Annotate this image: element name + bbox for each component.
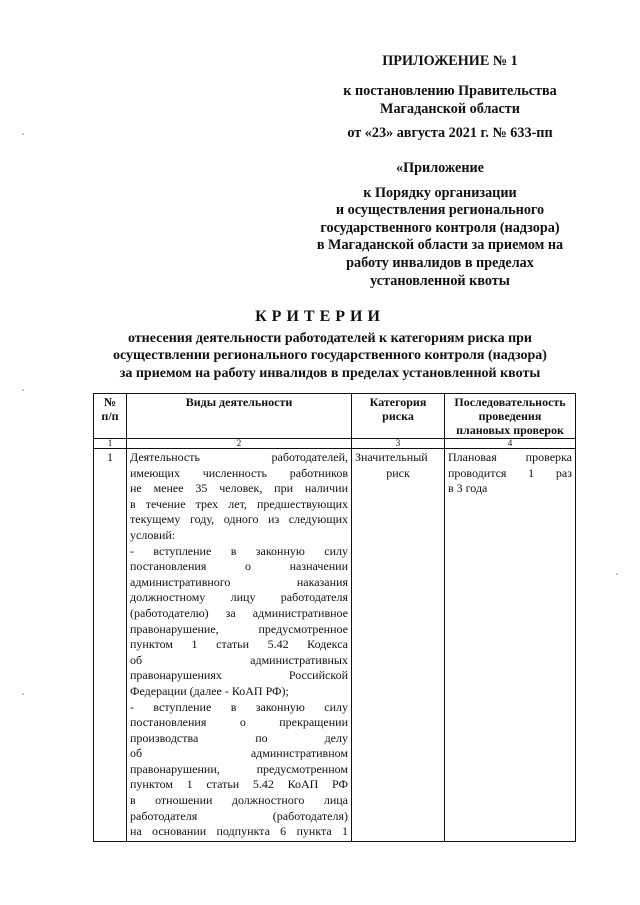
subtitle-line: осуществлении регионального государственного контроля (надзора)	[113, 348, 547, 364]
activity-line: правонарушение, предусмотренное	[130, 621, 348, 636]
header-category-line: риска	[382, 409, 414, 423]
index-cell: 2	[127, 439, 352, 449]
header-category-line: Категория	[369, 395, 427, 409]
quote-line: установленной квоты	[370, 272, 510, 289]
header-num	[94, 394, 127, 439]
activity-line: пунктом 1 статьи 5.42 КоАП РФ	[130, 777, 348, 792]
activity-line: об административном	[130, 746, 348, 761]
activity-line: административного наказания	[130, 574, 348, 589]
index-cell: 3	[352, 439, 445, 449]
table-index-row	[94, 439, 576, 449]
activity-line: Деятельность работодателей,	[130, 450, 348, 464]
header-sequence	[445, 394, 576, 439]
criteria-subtitle	[60, 330, 600, 382]
criteria-title: КРИТЕРИИ	[255, 308, 385, 325]
category-line: риск	[386, 465, 410, 480]
activity-line: в отношении должностного лица	[130, 793, 348, 808]
quote-line: к Порядку организации	[363, 184, 517, 201]
activity-line: имеющих численность работников	[130, 465, 348, 480]
activity-line: текущему году, одного из следующих	[130, 512, 348, 527]
header-sequence-line: плановых проверок	[456, 423, 564, 437]
subtitle-line: за приемом на работу инвалидов в пределах установленной квоты	[119, 365, 541, 381]
row-category	[352, 449, 445, 842]
header-activity: Виды деятельности	[127, 394, 352, 439]
sequence-line: проводится 1 раз	[448, 465, 572, 480]
header-num-line: №	[103, 395, 117, 409]
index-cell: 4	[445, 439, 576, 449]
appendix-header	[300, 52, 600, 142]
subtitle-line: отнесения деятельности работодателей к категориям риска при	[127, 331, 532, 346]
activity-line: не менее 35 человек, при наличии	[130, 481, 348, 496]
activity-line: правонарушении, предусмотренном	[130, 761, 348, 776]
activity-line: постановления о назначении	[130, 559, 348, 574]
activity-line: работодателя (работодателя)	[130, 808, 348, 823]
header-sequence-line: Последовательность	[454, 395, 566, 409]
resolution-line-1: к постановлению Правительства	[343, 83, 557, 99]
sequence-line: в 3 года	[448, 481, 488, 496]
resolution-date-number: от «23» августа 2021 г. № 633-пп	[347, 125, 553, 141]
resolution-line-2: Магаданской области	[380, 101, 520, 117]
activity-line: пунктом 1 статьи 5.42 Кодекса	[130, 637, 348, 652]
header-category	[352, 394, 445, 439]
quote-line: работу инвалидов в пределах	[346, 254, 534, 271]
scan-speck	[22, 693, 24, 695]
activity-line: - вступление в законную силу	[130, 543, 348, 558]
activity-line: в течение трех лет, предшествующих	[130, 496, 348, 511]
row-sequence	[445, 449, 576, 842]
activity-line: должностному лицу работодателя	[130, 590, 348, 605]
activity-line: об административных	[130, 652, 348, 667]
scan-speck	[22, 133, 24, 135]
row-num: 1	[94, 449, 127, 842]
activity-line: на основании подпункта 6 пункта 1	[130, 824, 348, 839]
scan-speck	[22, 389, 24, 391]
quote-line: в Магаданской области за приемом на	[316, 237, 564, 254]
activity-line: условий:	[130, 527, 176, 542]
scan-speck	[616, 573, 618, 575]
appendix-to-procedure	[290, 160, 590, 290]
activity-line: постановления о прекращении	[130, 715, 348, 730]
appendix-title: ПРИЛОЖЕНИЕ № 1	[382, 53, 518, 69]
criteria-table	[93, 393, 576, 842]
activity-line: Федерации (далее - КоАП РФ);	[130, 683, 289, 698]
activity-line: (работодателю) за административное	[130, 605, 348, 620]
activity-line: - вступление в законную силу	[130, 699, 348, 714]
activity-line: производства по делу	[130, 730, 348, 745]
header-sequence-line: проведения	[478, 409, 542, 423]
quote-line: государственного контроля (надзора)	[320, 219, 560, 236]
row-activity	[127, 449, 352, 842]
header-num-line: п/п	[101, 409, 119, 423]
sequence-line: Плановая проверка	[448, 450, 572, 464]
index-cell: 1	[94, 439, 127, 449]
quote-line: «Приложение	[396, 160, 484, 176]
table-row	[94, 449, 576, 842]
table-header-row	[94, 394, 576, 439]
category-line: Значительный	[355, 450, 428, 464]
quote-line: и осуществления регионального	[335, 202, 545, 219]
activity-line: правонарушениях Российской	[130, 668, 348, 683]
